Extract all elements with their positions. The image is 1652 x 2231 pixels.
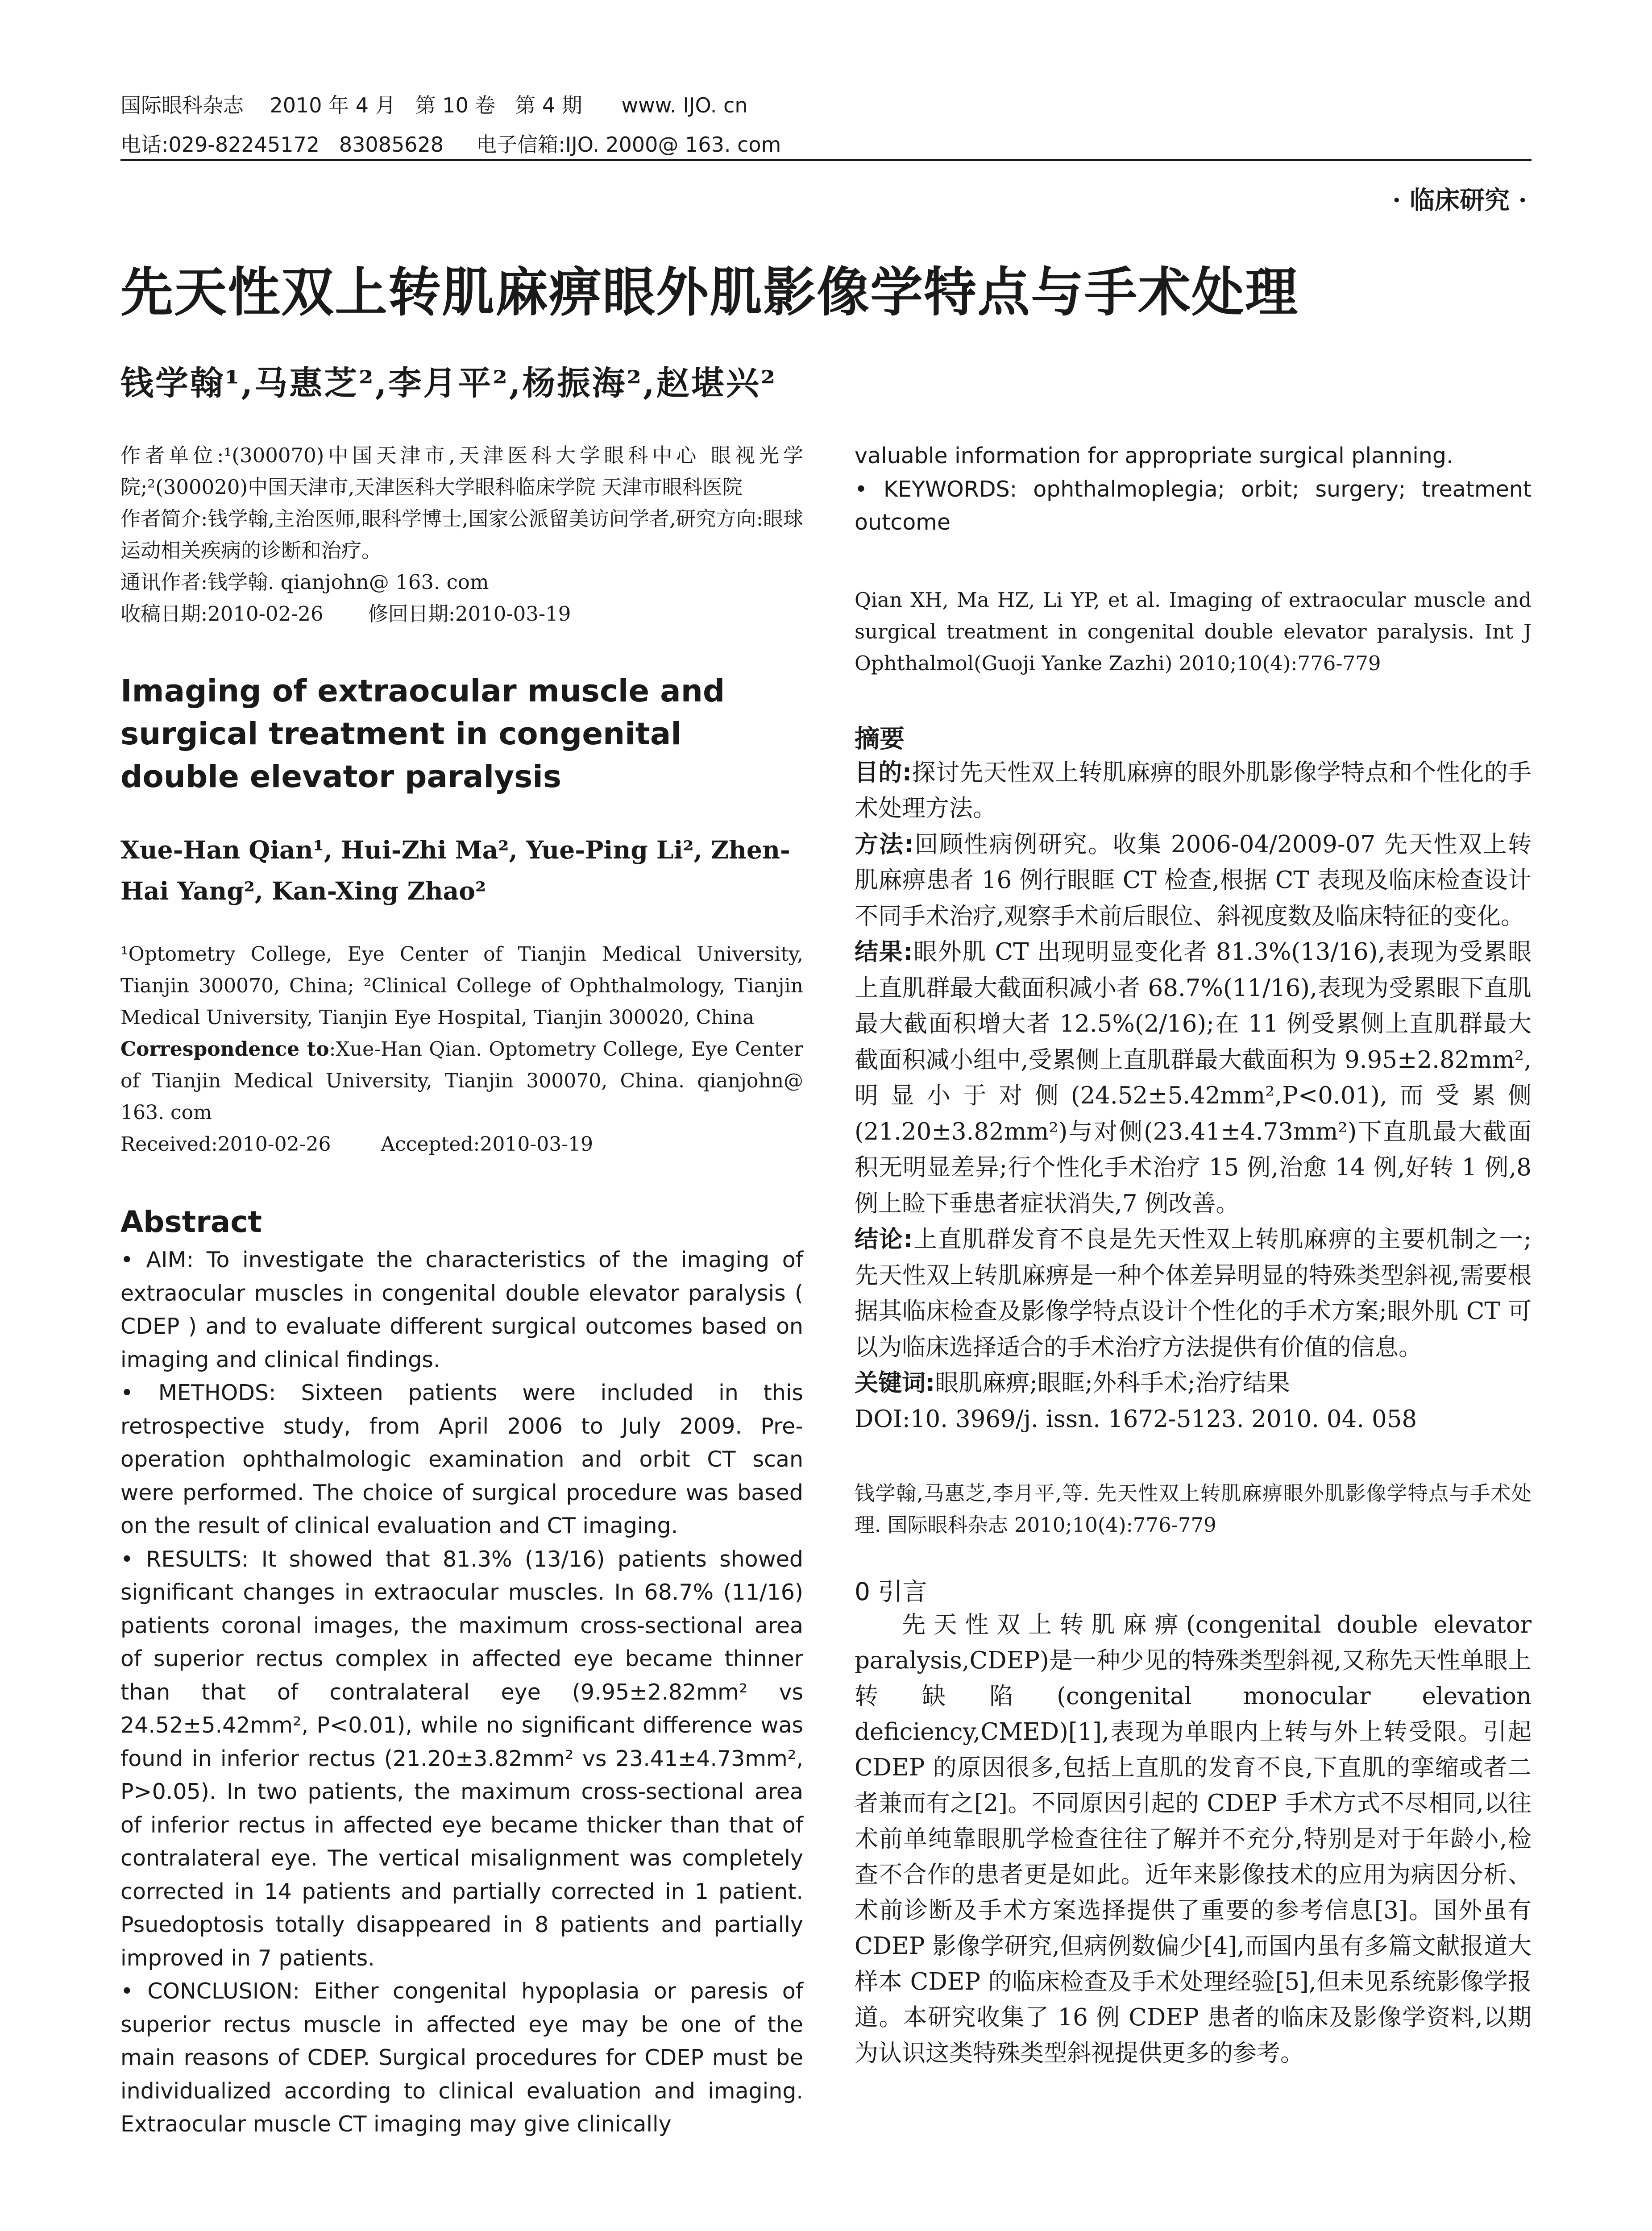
author-bio: 作者简介:钱学翰,主治医师,眼科学博士,国家公派留美访问学者,研究方向:眼球运动相关疾病的诊断和治疗。	[120, 507, 803, 562]
chinese-abstract	[855, 755, 1532, 1438]
received-accepted: Received:2010-02-26 Accepted:2010-03-19	[120, 1133, 594, 1156]
abstract-continued	[855, 440, 1532, 539]
abstract-conclusion: • CONCLUSION: Either congenital hypoplasia or paresis of superior rectus muscle in affected eye may be one of the main reasons of CDEP. Surgical procedures for CDEP must be individualized according to clinical evaluation and imaging. Extraocular muscle CT imaging may give clinically	[120, 1978, 803, 2137]
correspondence-label: Correspondence to	[120, 1038, 329, 1061]
lead-label: 结论:	[855, 1226, 913, 1253]
abstract-methods: • METHODS: Sixteen patients were included in this retrospective study, from April 2006 to July 2009. Pre-operation ophthalmologic examination and orbit CT scan were performed. The choice of surgical procedure was based on the result of clinical evaluation and CT imaging.	[120, 1380, 803, 1538]
affiliation-text: ¹Optometry College, Eye Center of Tianjin Medical University, Tianjin 300070, China; ²Clinical College of Ophthalmology, Tianjin Medical University, Tianjin Eye Hospital, Tianjin 300020, China	[120, 943, 803, 1029]
keywords: • KEYWORDS: ophthalmoplegia; orbit; surgery; treatment outcome	[855, 476, 1532, 535]
abstract-heading: Abstract	[120, 1205, 262, 1239]
cn-abstract-conclusion	[855, 1222, 1532, 1365]
english-title: Imaging of extraocular muscle and surgical treatment in congenital double elevator paralysis	[120, 673, 725, 795]
right-column	[855, 440, 1532, 2071]
cn-abstract-methods	[855, 827, 1532, 935]
section-tag: · 临床研究 ·	[1392, 186, 1527, 215]
doi: DOI:10. 3969/j. issn. 1672-5123. 2010. 04. 058	[855, 1405, 1417, 1433]
lead-text: 眼肌麻痹;眼眶;外科手术;治疗结果	[935, 1369, 1290, 1397]
lead-label: 关键词:	[855, 1369, 935, 1397]
header-rule	[120, 159, 1532, 161]
lead-text: 眼外肌 CT 出现明显变化者 81.3%(13/16),表现为受累眼上直肌群最大截面积减小者 68.7%(11/16),表现为受累眼下直肌最大截面积增大者 12.5%(2/16);在 11 例受累侧上直肌群最大截面积减小组中,受累侧上直肌群最大截面积为 9.95±2.82mm²,明显小于对侧(24.52±5.42mm²,P<0.01),而受累侧(21.20±3.82mm²)与对侧(23.41±4.73mm²)下直肌最大截面积无明显差异;行个性化手术治疗 15 例,治愈 14 例,好转 1 例,8 例上睑下垂患者症状消失,7 例改善。	[855, 938, 1532, 1217]
chinese-citation: 钱学翰,马惠芝,李月平,等. 先天性双上转肌麻痹眼外肌影像学特点与手术处理. 国际眼科杂志 2010;10(4):776-779	[855, 1481, 1532, 1537]
lead-text: 回顾性病例研究。收集 2006-04/2009-07 先天性双上转肌麻痹患者 16 例行眼眶 CT 检查,根据 CT 表现及临床检查设计不同手术治疗,观察手术前后眼位、斜视度数及临床特征的变化。	[855, 830, 1532, 930]
english-abstract	[120, 1244, 803, 2141]
intro-heading: 0 引言	[855, 1577, 927, 1606]
lead-text: 上直肌群发育不良是先天性双上转肌麻痹的主要机制之一;先天性双上转肌麻痹是一种个体差异明显的特殊类型斜视,需要根据其临床检查及影像学特点设计个性化的手术方案;眼外肌 CT 可以为临床选择适合的手术治疗方法提供有价值的信息。	[855, 1226, 1532, 1361]
chinese-abstract-heading: 摘要	[855, 724, 905, 754]
cn-abstract-results	[855, 934, 1532, 1222]
article-title: 先天性双上转肌麻痹眼外肌影像学特点与手术处理	[120, 261, 1299, 323]
lead-label: 结果:	[855, 938, 913, 966]
abstract-end: valuable information for appropriate surgical planning.	[855, 443, 1453, 469]
abstract-results: • RESULTS: It showed that 81.3% (13/16) patients showed significant changes in extraocular muscles. In 68.7% (11/16) patients coronal images, the maximum cross-sectional area of superior rectus complex in affected eye became thinner than that of contralateral eye (9.95±2.82mm² vs 24.52±5.42mm², P<0.01), while no significant difference was found in inferior rectus (21.20±3.82mm² vs 23.41±4.73mm², P>0.05). In two patients, the maximum cross-sectional area of inferior rectus in affected eye became thicker than that of contralateral eye. The vertical misalignment was completely corrected in 14 patients and partially corrected in 1 patient. Psuedoptosis totally disappeared in 8 patients and partially improved in 7 patients.	[120, 1546, 803, 1971]
correspondence	[120, 1033, 803, 1128]
lead-text: 探讨先天性双上转肌麻痹的眼外肌影像学特点和个性化的手术处理方法。	[855, 759, 1532, 822]
cn-keywords	[855, 1365, 1532, 1402]
correspondence-text: :Xue-Han Qian. Optometry College, Eye Center of Tianjin Medical University, Tianjin 300070, China. qianjohn@ 163. com	[120, 1038, 803, 1124]
author-list: 钱学翰¹,马惠芝²,李月平²,杨振海²,赵堪兴²	[120, 364, 777, 402]
journal-header-line1: 国际眼科杂志 2010 年 4 月 第 10 卷 第 4 期 www. IJO. cn	[120, 93, 748, 117]
journal-header-line2: 电话:029-82245172 83085628 电子信箱:IJO. 2000@ 163. com	[120, 133, 781, 157]
corresponding-author: 通讯作者:钱学翰. qianjohn@ 163. com	[120, 570, 489, 594]
lead-label: 方法:	[855, 830, 914, 858]
author-affiliation: 作者单位:¹(300070)中国天津市,天津医科大学眼科中心 眼视光学院;²(300020)中国天津市,天津医科大学眼科临床学院 天津市眼科医院	[120, 444, 803, 499]
dates: 收稿日期:2010-02-26 修回日期:2010-03-19	[120, 602, 571, 626]
cn-abstract-objective	[855, 755, 1532, 827]
intro-body: 先天性双上转肌麻痹(congenital double elevator paralysis,CDEP)是一种少见的特殊类型斜视,又称先天性单眼上转缺陷(congenital monocular elevation deficiency,CMED)[1],表现为单眼内上转与外上转受限。引起 CDEP 的原因很多,包括上直肌的发育不良,下直肌的挛缩或者二者兼而有之[2]。不同原因引起的 CDEP 手术方式不尽相同,以往术前单纯靠眼肌学检查往往了解并不充分,特别是对于年龄小,检查不合作的患者更是如此。近年来影像技术的应用为病因分析、术前诊断及手术方案选择提供了重要的参考信息[3]。国外虽有 CDEP 影像学研究,但病例数偏少[4],而国内虽有多篇文献报道大样本 CDEP 的临床检查及手术处理经验[5],但未见系统影像学报道。本研究收集了 16 例 CDEP 患者的临床及影像学资料,以期为认识这类特殊类型斜视提供更多的参考。	[855, 1611, 1532, 2067]
english-citation: Qian XH, Ma HZ, Li YP, et al. Imaging of extraocular muscle and surgical treatment in congenital double elevator paralysis. Int J Ophthalmol(Guoji Yanke Zazhi) 2010;10(4):776-779	[855, 588, 1532, 675]
abstract-aim: • AIM: To investigate the characteristics of the imaging of extraocular muscles in congenital double elevator paralysis ( CDEP ) and to evaluate different surgical outcomes based on imaging and clinical findings.	[120, 1247, 803, 1373]
cn-metadata	[120, 440, 803, 630]
lead-label: 目的:	[855, 759, 912, 786]
english-affiliation	[120, 938, 803, 1160]
english-authors: Xue-Han Qian¹, Hui-Zhi Ma², Yue-Ping Li², Zhen-Hai Yang², Kan-Xing Zhao²	[120, 835, 790, 905]
left-column	[120, 440, 803, 2141]
